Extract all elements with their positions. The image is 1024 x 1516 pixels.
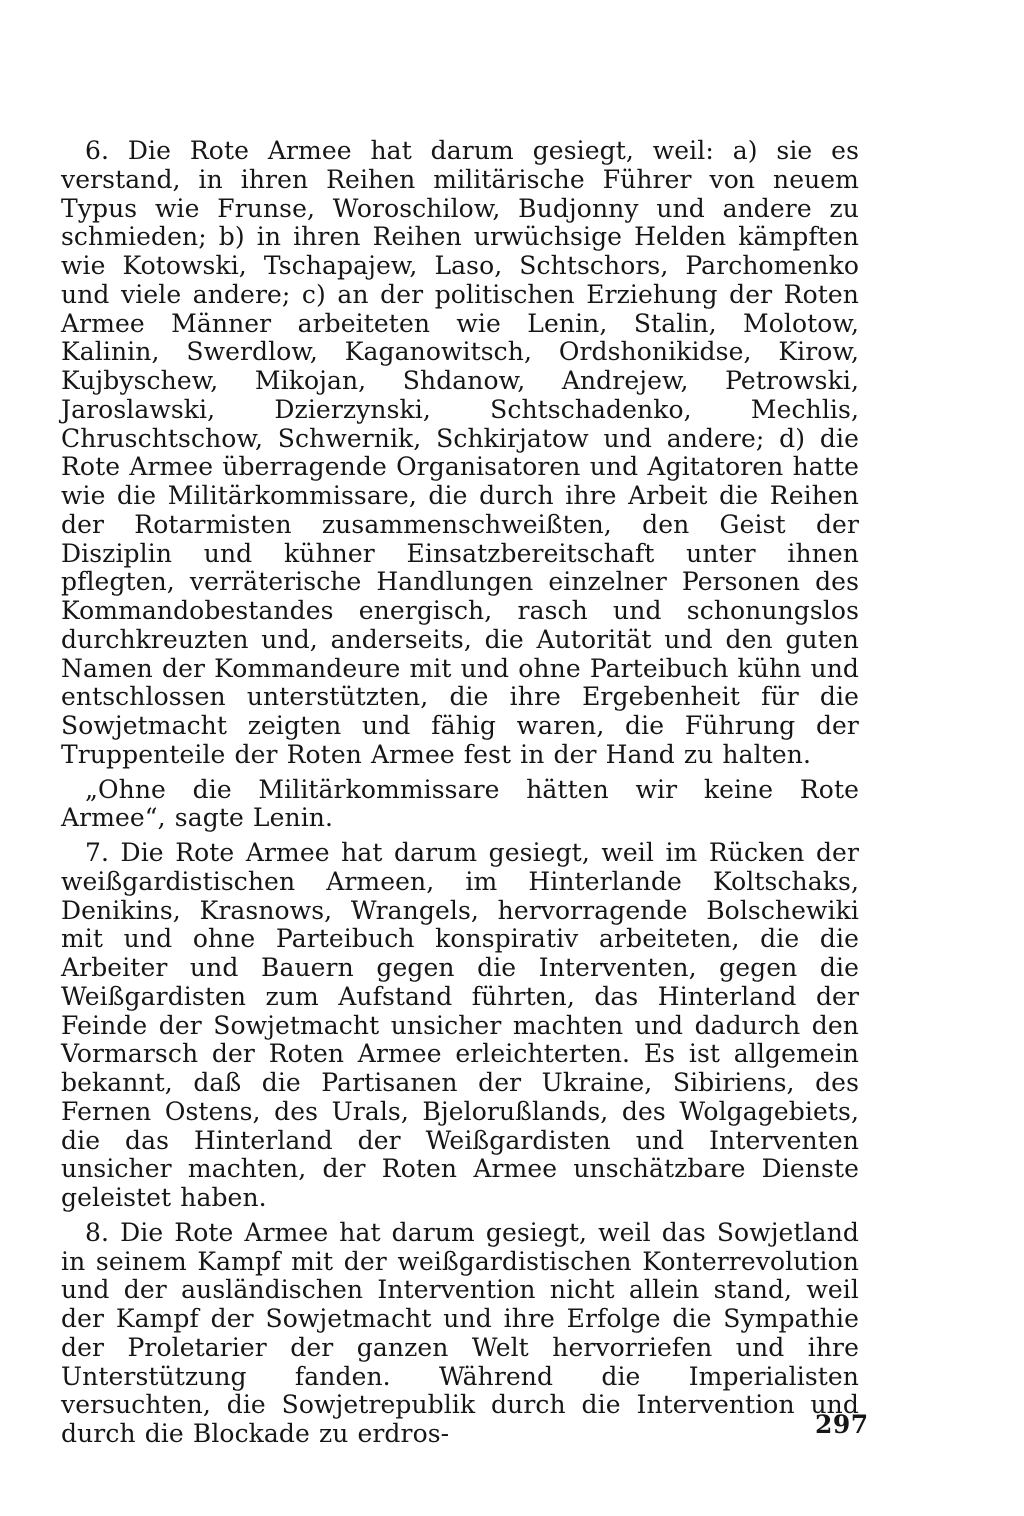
page-number: 297 [815,1410,869,1439]
paragraph-point-8: 8. Die Rote Armee hat darum gesiegt, weil das Sowjetland in seinem Kampf mit der weißgardistischen Konterrevolution und der ausländischen Intervention nicht allein stand, weil der Kampf der Sowjetmacht und ihre Erfolge die Sympathie der Proletarier der ganzen Welt hervorriefen und ihre Unterstützung fanden. Während die Imperialisten versuchten, die Sowjetrepublik durch die Intervention und durch die Blockade zu erdros- [61,1217,859,1448]
paragraph-point-7: 7. Die Rote Armee hat darum gesiegt, weil im Rücken der weißgardistischen Armeen, im Hinterlande Koltschaks, Denikins, Krasnows, Wrangels, hervorragende Bolschewiki mit und ohne Parteibuch konspirativ arbeiteten, die die Arbeiter und Bauern gegen die Interventen, gegen die Weißgardisten zum Aufstand führten, das Hinterland der Feinde der Sowjetmacht unsicher machten und dadurch den Vormarsch der Roten Armee erleichterten. Es ist allgemein bekannt, daß die Partisanen der Ukraine, Sibiriens, des Fernen Ostens, des Urals, Bjelorußlands, des Wolgagebiets, die das Hinterland der Weißgardisten und Interventen unsicher machten, der Roten Armee unschätzbare Dienste geleistet haben. [61,838,859,1212]
paragraph-lenin-quote: „Ohne die Militärkommissare hätten wir keine Rote Armee“, sagte Lenin. [61,774,859,833]
paragraph-point-6: 6. Die Rote Armee hat darum gesiegt, weil: a) sie es verstand, in ihren Reihen militärische Führer von neuem Typus wie Frunse, Woroschilow, Budjonny und andere zu schmieden; b) in ihren Reihen urwüchsige Helden kämpften wie Kotowski, Tschapajew, Laso, Schtschors, Parchomenko und viele andere; c) an der politischen Erziehung der Roten Armee Männer arbeiteten wie Lenin, Stalin, Molotow, Kalinin, Swerdlow, Kaganowitsch, Ordshonikidse, Kirow, Kujbyschew, Mikojan, Shdanow, Andrejew, Petrowski, Jaroslawski, Dzierzynski, Schtschadenko, Mechlis, Chruschtschow, Schwernik, Schkirjatow und andere; d) die Rote Armee überragende Organisatoren und Agitatoren hatte wie die Militärkommissare, die durch ihre Arbeit die Reihen der Rotarmisten zusammenschweißten, den Geist der Disziplin und kühner Einsatzbereitschaft unter ihnen pflegten, verräterische Handlungen einzelner Personen des Kommandobestandes energisch, rasch und schonungslos durchkreuzten und, anderseits, die Autorität und den guten Namen der Kommandeure mit und ohne Parteibuch kühn und entschlossen unterstützten, die ihre Ergebenheit für die Sowjetmacht zeigten und fähig waren, die Führung der Truppenteile der Roten Armee fest in der Hand zu halten. [61,136,859,769]
body-text [61,137,859,1455]
